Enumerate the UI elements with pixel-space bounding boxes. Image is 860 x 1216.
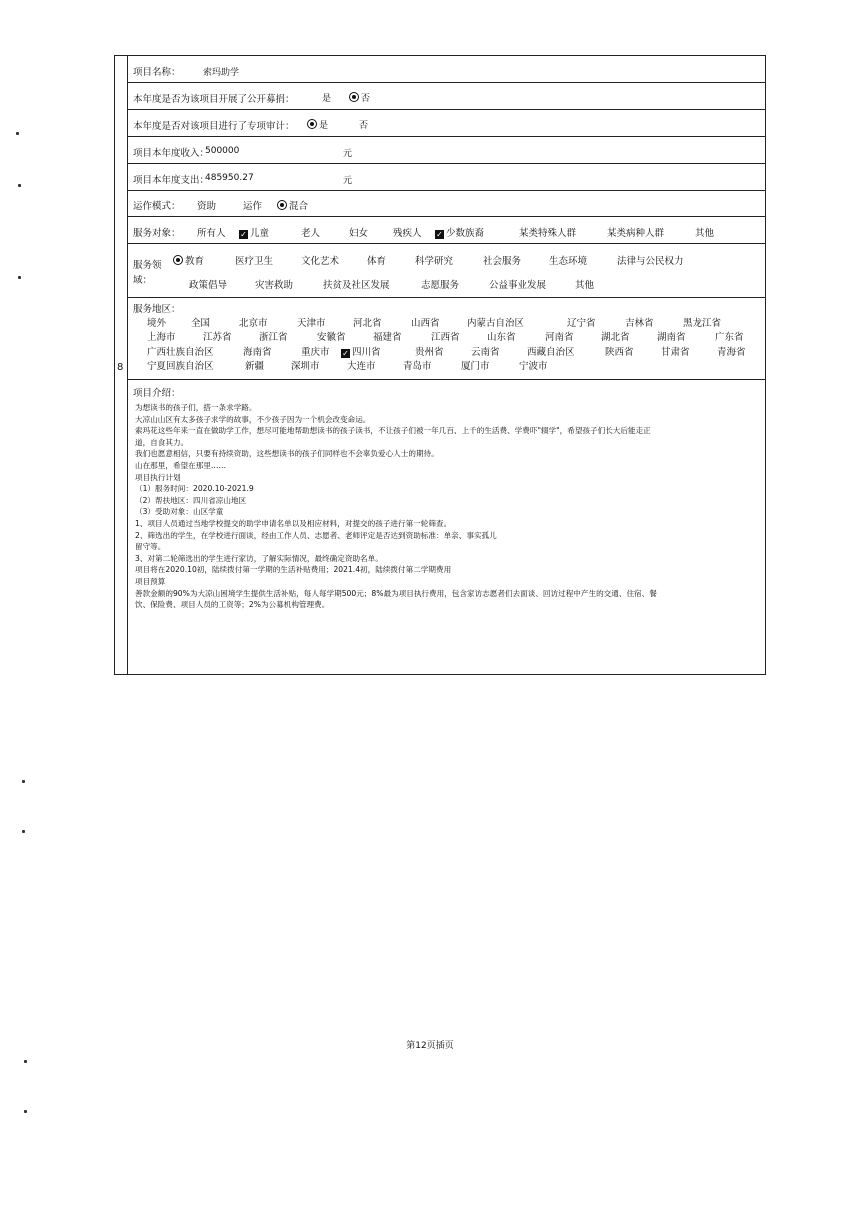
expense-row: [127, 164, 765, 191]
area-guangdong[interactable]: 广东省: [715, 332, 744, 343]
service-field-policy[interactable]: 政策倡导: [189, 280, 228, 291]
area-dalian[interactable]: 大连市: [347, 361, 376, 372]
project-intro-row: [127, 380, 765, 674]
service-area-row: [127, 298, 765, 380]
public-fundraising-label: 本年度是否为该项目开展了公开募捐：: [133, 94, 295, 105]
expense-label: 项目本年度支出：: [133, 175, 210, 186]
area-ningbo[interactable]: 宁波市: [519, 361, 548, 372]
area-hunan[interactable]: 湖南省: [657, 332, 686, 343]
service-area-label: 服务地区：: [133, 304, 181, 315]
service-field-social-service[interactable]: 社会服务: [483, 256, 522, 267]
service-target-disease-group[interactable]: 某类病种人群: [607, 228, 665, 239]
area-sichuan-label: 四川省: [352, 347, 381, 358]
checkbox-checked-icon: ✓: [240, 230, 247, 239]
area-shanxi[interactable]: 山西省: [411, 318, 440, 329]
service-target-children[interactable]: [239, 225, 269, 239]
service-target-disabled[interactable]: 残疾人: [393, 228, 422, 239]
radio-selected-icon: [349, 92, 359, 102]
area-tianjin[interactable]: 天津市: [297, 318, 326, 329]
scan-speck: [22, 780, 25, 783]
service-field-law[interactable]: 法律与公民权力: [617, 256, 684, 267]
area-shanghai[interactable]: 上海市: [147, 332, 176, 343]
scan-speck: [24, 1060, 27, 1063]
income-label: 项目本年度收入：: [133, 148, 210, 159]
operation-option-fund[interactable]: 资助: [197, 201, 217, 212]
intro-line: 我们也愿意相信，只要有持续资助，这些想读书的孩子们同样也不会辜负爱心人士的期待。: [135, 449, 439, 459]
audit-no-label: 否: [359, 121, 369, 131]
operation-option-mixed[interactable]: [273, 198, 308, 212]
intro-line: 善款金额的90%为大凉山困境学生提供生活补贴，每人每学期500元；8%最为项目执行费用，包含家访志愿者们去面谈、回访过程中产生的交通、住宿、餐: [135, 588, 657, 598]
intro-line: （2）帮扶地区：四川省凉山地区: [135, 495, 247, 505]
service-target-label: 服务对象：: [133, 228, 181, 239]
intro-line: 山在那里，希望在那里……: [135, 460, 227, 470]
area-overseas[interactable]: 境外: [147, 318, 167, 329]
intro-line: 为想读书的孩子们，搭一条求学路。: [135, 403, 257, 412]
audit-no-option[interactable]: [359, 118, 368, 131]
area-beijing[interactable]: 北京市: [239, 318, 268, 329]
area-fujian[interactable]: 福建省: [373, 332, 402, 343]
area-jiangxi[interactable]: 江西省: [431, 332, 460, 343]
intro-line: 道，自食其力。: [135, 437, 189, 447]
area-tibet[interactable]: 西藏自治区: [527, 347, 575, 358]
audit-yes-label: 是: [319, 121, 329, 131]
service-target-row: [127, 217, 765, 244]
row-number: 8: [117, 362, 124, 373]
area-sichuan[interactable]: [341, 344, 381, 358]
intro-line: 留守等。: [135, 542, 166, 552]
public-fundraising-yes-label: 是: [322, 94, 332, 104]
service-field-public-welfare[interactable]: 公益事业发展: [489, 280, 547, 291]
area-xinjiang[interactable]: 新疆: [245, 361, 265, 372]
intro-line: 项目执行计划: [135, 472, 181, 482]
area-qingdao[interactable]: 青岛市: [403, 361, 432, 372]
audit-label: 本年度是否对该项目进行了专项审计：: [133, 121, 295, 132]
scan-speck: [16, 132, 19, 135]
area-shandong[interactable]: 山东省: [487, 332, 516, 343]
page-footer: 第12页插页: [406, 1041, 454, 1051]
scan-speck: [22, 830, 25, 833]
income-unit: 元: [343, 149, 353, 159]
area-henan[interactable]: 河南省: [545, 332, 574, 343]
area-liaoning[interactable]: 辽宁省: [567, 318, 596, 329]
service-field-other[interactable]: 其他: [575, 280, 595, 291]
checkbox-checked-icon: ✓: [342, 349, 349, 358]
service-target-special-group[interactable]: 某类特殊人群: [519, 228, 577, 239]
area-zhejiang[interactable]: 浙江省: [259, 332, 288, 343]
service-target-minorities[interactable]: [435, 225, 484, 239]
area-gansu[interactable]: 甘肃省: [661, 347, 690, 358]
intro-line: （1）服务时间：2020.10-2021.9: [135, 484, 254, 494]
service-target-elderly[interactable]: 老人: [301, 228, 321, 239]
area-qinghai[interactable]: 青海省: [717, 347, 746, 358]
public-fundraising-no-label: 否: [361, 94, 371, 104]
service-field-sports[interactable]: 体育: [367, 256, 387, 267]
area-shenzhen[interactable]: 深圳市: [291, 361, 320, 372]
area-yunnan[interactable]: 云南省: [471, 347, 500, 358]
area-guizhou[interactable]: 贵州省: [415, 347, 444, 358]
intro-line: 索玛花这些年来一直在做助学工作，想尽可能地帮助想读书的孩子读书，不让孩子们被一年几百、上千的生活费、学费吓"辍学"，希望孩子们长大后能走正: [135, 426, 651, 436]
radio-selected-icon: [277, 200, 287, 210]
public-fundraising-no-option[interactable]: [345, 91, 370, 104]
service-field-culture[interactable]: 文化艺术: [301, 256, 340, 267]
area-heilongjiang[interactable]: 黑龙江省: [683, 318, 722, 329]
intro-line: （3）受助对象：山区学童: [135, 507, 224, 517]
intro-line: 1、项目人员通过当地学校提交的助学申请名单以及相应材料，对提交的孩子进行第一轮筛查。: [135, 518, 452, 528]
service-field-poverty[interactable]: 扶贫及社区发展: [323, 280, 390, 291]
service-field-row: [127, 244, 765, 298]
area-hainan[interactable]: 海南省: [243, 347, 272, 358]
scan-speck: [24, 1110, 27, 1113]
intro-line: 大凉山山区有太多孩子求学的故事，不少孩子因为一个机会改变命运。: [135, 414, 371, 424]
project-intro-label: 项目介绍：: [133, 388, 181, 399]
area-inner-mongolia[interactable]: 内蒙古自治区: [467, 318, 525, 329]
public-fundraising-yes-option[interactable]: [322, 91, 331, 104]
intro-line: 3、对第二轮筛选出的学生进行家访，了解实际情况，最终确定资助名单。: [135, 553, 383, 563]
radio-selected-icon: [173, 255, 183, 265]
project-name-label: 项目名称：: [133, 67, 181, 78]
project-name-value: 索玛助学: [203, 68, 240, 78]
checkbox-checked-icon: ✓: [436, 230, 443, 239]
area-jiangsu[interactable]: 江苏省: [203, 332, 232, 343]
public-fundraising-row: [127, 83, 765, 110]
service-field-education-label: 教育: [185, 256, 205, 267]
operation-option-mixed-label: 混合: [289, 201, 309, 212]
service-target-children-label: 儿童: [250, 228, 270, 239]
intro-line: 项目预算: [135, 576, 166, 586]
expense-unit: 元: [343, 176, 353, 186]
service-field-science[interactable]: 科学研究: [415, 256, 454, 267]
audit-row: [127, 110, 765, 137]
area-xiamen[interactable]: 厦门市: [461, 361, 490, 372]
service-field-ecology[interactable]: 生态环境: [549, 256, 588, 267]
service-target-minorities-label: 少数族裔: [446, 228, 485, 239]
service-field-medical[interactable]: 医疗卫生: [235, 256, 274, 267]
area-hebei[interactable]: 河北省: [353, 318, 382, 329]
service-target-women[interactable]: 妇女: [349, 228, 369, 239]
audit-yes-option[interactable]: [303, 118, 328, 131]
service-field-education[interactable]: [169, 253, 204, 267]
area-anhui[interactable]: 安徽省: [317, 332, 346, 343]
area-guangxi[interactable]: 广西壮族自治区: [147, 347, 214, 358]
area-shaanxi[interactable]: 陕西省: [605, 347, 634, 358]
operation-mode-row: [127, 191, 765, 217]
area-chongqing[interactable]: 重庆市: [301, 347, 330, 358]
service-target-all[interactable]: 所有人: [197, 228, 226, 239]
area-national[interactable]: 全国: [191, 318, 211, 329]
expense-value: 485950.27: [205, 173, 254, 183]
area-jilin[interactable]: 吉林省: [625, 318, 654, 329]
intro-line: 项目将在2020.10初，陆续拨付第一学期的生活补贴费用；2021.4初，陆续拨付第二学期费用: [135, 565, 452, 575]
project-info-table: [114, 55, 766, 675]
income-value: 500000: [205, 146, 240, 156]
project-name-row: [127, 56, 765, 83]
scan-speck: [18, 276, 21, 279]
operation-option-operate[interactable]: 运作: [243, 201, 263, 212]
service-field-volunteer[interactable]: 志愿服务: [421, 280, 460, 291]
project-intro-text: [135, 402, 747, 611]
service-field-label: 服务领: [133, 260, 162, 271]
radio-selected-icon: [307, 119, 317, 129]
service-target-other[interactable]: 其他: [695, 228, 715, 239]
area-hubei[interactable]: 湖北省: [601, 332, 630, 343]
service-field-label-cont: 域：: [133, 275, 153, 286]
intro-line: 2、筛选出的学生，在学校进行面谈，经由工作人员、志愿者、老师评定是否达到资助标准：单亲、事实孤儿: [135, 530, 497, 540]
service-field-disaster[interactable]: 灾害救助: [255, 280, 294, 291]
intro-line: 饮、保险费、项目人员的工资等；2%为公募机构管理费。: [135, 600, 330, 610]
operation-mode-label: 运作模式：: [133, 201, 181, 212]
scan-speck: [18, 184, 21, 187]
income-row: [127, 137, 765, 164]
area-ningxia[interactable]: 宁夏回族自治区: [147, 361, 214, 372]
